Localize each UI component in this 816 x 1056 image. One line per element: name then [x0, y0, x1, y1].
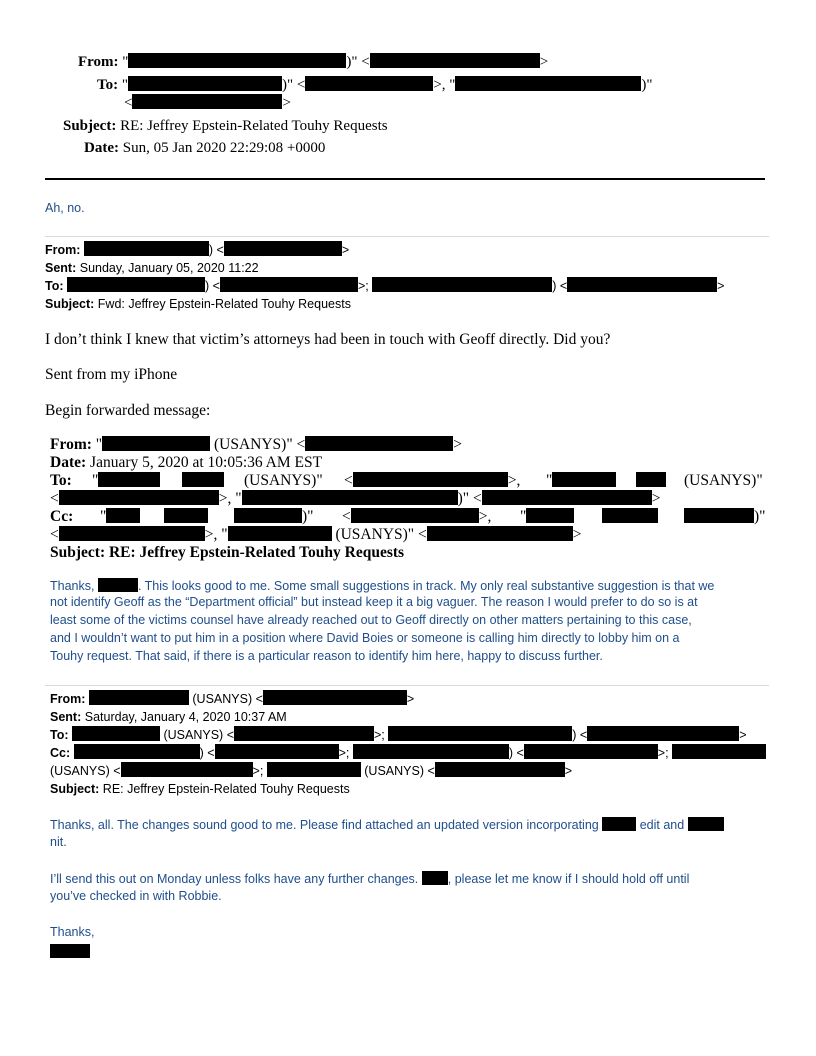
msg3-sent-label: Sent:: [50, 710, 82, 724]
fwd-date-row: [50, 454, 322, 472]
msg3-to-row: To: (USANYS) < >; ) < >: [50, 728, 747, 742]
header-subject-row: [63, 116, 388, 137]
msg3-org: (USANYS): [50, 764, 110, 778]
msg1-from-row: From: ) < >: [45, 243, 350, 257]
fwd-subject: RE: Jeffrey Epstein-Related Touhy Requests: [108, 544, 405, 561]
redaction: [684, 508, 754, 523]
redaction: [636, 472, 666, 487]
redaction: [98, 578, 138, 592]
redaction: [455, 76, 641, 91]
redaction: [602, 817, 636, 831]
redaction: [372, 277, 552, 292]
msg1-to-row: To: ) < >; ) < >: [45, 279, 725, 293]
msg2-line: not identify Geoff as the “Department official” but instead keep it a big vaguer. The reason I would prefer to do so is at: [50, 595, 698, 609]
redaction: [89, 690, 189, 705]
redaction: [388, 726, 572, 741]
redaction: [267, 762, 361, 777]
msg3-cc-row: Cc: ) < >; ) < >;: [50, 744, 766, 762]
msg3-from-label: From:: [50, 692, 86, 706]
msg3-signoff: Thanks,: [50, 925, 95, 939]
redaction: [435, 762, 565, 777]
redaction: [242, 490, 458, 505]
msg1-signature: Sent from my iPhone: [45, 366, 178, 383]
msg2-line: least some of the victims counsel have already reached out to Geoff directly on other matters pertaining to this case,: [50, 613, 692, 627]
redaction: [552, 472, 616, 487]
msg3-line: nit.: [50, 835, 67, 849]
redaction: [98, 472, 160, 487]
fwd-from-row: From: " (USANYS)" < >: [50, 436, 463, 453]
redaction: [482, 490, 652, 505]
header-from-label: From:: [78, 54, 119, 70]
header-date-label: Date:: [84, 140, 119, 156]
separator: [45, 236, 769, 237]
msg3-org: (USANYS): [192, 692, 253, 706]
msg2-line1: . This looks good to me. Some small suggestions in track. My only real substantive suggestion is that we: [137, 579, 715, 593]
redaction: [182, 472, 224, 487]
msg1-sent-row: [45, 259, 259, 277]
redaction: [121, 762, 253, 777]
msg2-line: Touhy request. That said, if there is a particular reason to identify him here, happy to discuss further.: [50, 649, 603, 663]
msg1-from-label: From:: [45, 243, 81, 257]
redaction: [132, 94, 282, 109]
msg3-org: (USANYS): [163, 728, 224, 742]
fwd-cc-label: Cc:: [50, 508, 74, 525]
header-divider: [45, 178, 765, 180]
msg3-subject-row: [50, 780, 350, 798]
fwd-org: (USANYS): [244, 472, 317, 489]
fwd-org: (USANYS): [684, 472, 757, 489]
redaction: [224, 241, 342, 256]
fwd-to-row: To: " (USANYS)" < >, " (USANYS)": [50, 472, 763, 489]
header-from-row: From: " )" < >: [78, 52, 548, 73]
msg3-subject-label: Subject:: [50, 782, 100, 796]
redaction: [524, 744, 658, 759]
header-to-row-2: < >: [124, 95, 291, 111]
fwd-org: (USANYS): [213, 436, 287, 453]
msg2-thanks: Thanks,: [50, 579, 95, 593]
msg3-p2b: , please let me know if I should hold off until: [447, 872, 690, 886]
msg3-from-row: From: (USANYS) < >: [50, 692, 415, 706]
msg1-subject-row: [45, 295, 351, 313]
header-to-label: To:: [97, 77, 119, 93]
redaction: [422, 871, 448, 885]
msg1-sent: Sunday, January 05, 2020 11:22: [79, 261, 259, 275]
msg3-line: [50, 817, 724, 832]
msg3-sent: Saturday, January 4, 2020 10:37 AM: [84, 710, 287, 724]
redaction: [59, 490, 219, 505]
fwd-date: January 5, 2020 at 10:05:36 AM EST: [90, 454, 323, 471]
msg3-org: (USANYS): [364, 764, 424, 778]
redaction: [67, 277, 205, 292]
redaction: [351, 508, 479, 523]
header-subject-label: Subject:: [63, 118, 117, 134]
redaction: [305, 76, 433, 91]
redaction: [263, 690, 407, 705]
msg2-line: and I wouldn’t want to put him in a position where David Boies or someone is calling him directly to lobby him on a: [50, 631, 680, 645]
fwd-date-label: Date:: [50, 454, 87, 471]
msg3-line: [50, 871, 689, 886]
msg1-sent-label: Sent:: [45, 261, 77, 275]
redaction: [587, 726, 739, 741]
msg1-subject: Fwd: Jeffrey Epstein-Related Touhy Requests: [97, 297, 351, 311]
redaction: [672, 744, 766, 759]
redaction: [234, 508, 302, 523]
signature-redaction: [50, 944, 90, 958]
redaction: [370, 53, 540, 68]
msg3-p2a: I’ll send this out on Monday unless folks have any further changes.: [50, 872, 419, 886]
msg3-line: you’ve checked in with Robbie.: [50, 889, 222, 903]
redaction: [128, 53, 346, 68]
redaction: [353, 472, 508, 487]
msg3-p1a: Thanks, all. The changes sound good to me. Please find attached an updated version incorporating: [50, 818, 599, 832]
msg3-to-label: To:: [50, 728, 69, 742]
msg3-cc-label: Cc:: [50, 746, 71, 760]
msg2-line: [50, 577, 766, 595]
redaction: [59, 526, 205, 541]
reply-text: Ah, no.: [45, 201, 85, 215]
header-date: Sun, 05 Jan 2020 22:29:08 +0000: [122, 140, 326, 156]
separator: [45, 685, 769, 686]
redaction: [102, 436, 210, 451]
fwd-from-label: From:: [50, 436, 92, 453]
redaction: [602, 508, 658, 523]
redaction: [215, 744, 339, 759]
fwd-subject-row: [50, 544, 404, 562]
redaction: [567, 277, 717, 292]
fwd-subject-label: Subject:: [50, 544, 106, 561]
redaction: [305, 436, 453, 451]
fwd-to-row-2: < >, " )" < >: [50, 490, 661, 507]
fwd-org: (USANYS): [335, 526, 408, 543]
fwd-to-label: To:: [50, 472, 72, 489]
redaction: [164, 508, 208, 523]
fwd-cc-row: Cc: " )" < >, " )": [50, 508, 766, 525]
msg3-subject: RE: Jeffrey Epstein-Related Touhy Requests: [102, 782, 350, 796]
redaction: [106, 508, 140, 523]
header-date-row: [84, 138, 325, 159]
msg1-body-line: I don’t think I knew that victim’s attorneys had been in touch with Geoff directly. Did you?: [45, 331, 611, 348]
redaction: [234, 726, 374, 741]
msg3-p1b: edit and: [639, 818, 685, 832]
redaction: [688, 817, 724, 831]
msg1-forward-note: Begin forwarded message:: [45, 402, 211, 419]
redaction: [526, 508, 574, 523]
header-subject: RE: Jeffrey Epstein-Related Touhy Requests: [120, 118, 388, 134]
redaction: [427, 526, 573, 541]
msg3-cc-row-2: (USANYS) < >; (USANYS) < >: [50, 764, 573, 778]
header-to-row: To: " )" < >, " )": [97, 75, 653, 96]
redaction: [74, 744, 200, 759]
msg3-sent-row: [50, 708, 287, 726]
msg1-subject-label: Subject:: [45, 297, 95, 311]
redaction: [84, 241, 209, 256]
msg1-to-label: To:: [45, 279, 64, 293]
fwd-cc-row-2: < >, " (USANYS)" < >: [50, 526, 582, 543]
redaction: [353, 744, 509, 759]
redaction: [228, 526, 332, 541]
redaction: [72, 726, 160, 741]
redaction: [128, 76, 282, 91]
redaction: [220, 277, 358, 292]
